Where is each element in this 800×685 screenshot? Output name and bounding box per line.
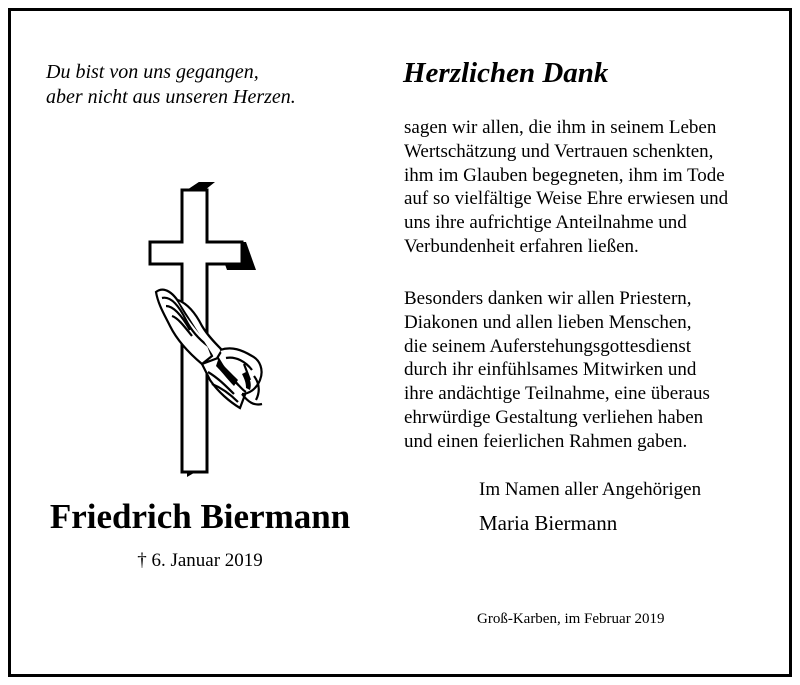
signature-intro: Im Namen aller Angehörigen bbox=[479, 479, 702, 500]
deceased-name: Friedrich Biermann bbox=[49, 497, 351, 536]
text-line: ehrwürdige Gestaltung verliehen haben bbox=[404, 406, 704, 428]
thanks-paragraph-1 bbox=[404, 116, 774, 259]
thanks-headline: Herzlichen Dank bbox=[403, 57, 609, 89]
text-line: Besonders danken wir allen Priestern, bbox=[404, 288, 692, 309]
text-line: und einen feierlichen Rahmen gaben. bbox=[404, 430, 688, 452]
motto-line: aber nicht aus unseren Herzen. bbox=[46, 86, 296, 108]
text-line: ihm im Glauben begegneten, ihm im Tode bbox=[404, 164, 725, 186]
text-line: auf so vielfältige Weise Ehre erwiesen und bbox=[404, 188, 729, 210]
death-date: † 6. Januar 2019 bbox=[137, 550, 263, 571]
text-line: Diakonen und allen lieben Menschen, bbox=[404, 311, 692, 333]
text-line: sagen wir allen, die ihm in seinem Leben bbox=[404, 117, 717, 138]
cross-with-praying-hands-icon bbox=[142, 180, 282, 480]
text-line: durch ihr einfühlsames Mitwirken und bbox=[404, 359, 697, 381]
motto-line: Du bist von uns gegangen, bbox=[46, 61, 259, 83]
place-date: Groß-Karben, im Februar 2019 bbox=[477, 611, 665, 627]
text-line: die seinem Auferstehungsgottesdienst bbox=[404, 335, 692, 357]
motto bbox=[46, 60, 296, 110]
text-line: Wertschätzung und Vertrauen schenkten, bbox=[404, 140, 714, 162]
text-line: ihre andächtige Teilnahme, eine überaus bbox=[404, 383, 710, 405]
signature-name: Maria Biermann bbox=[479, 511, 618, 535]
text-line: Verbundenheit erfahren ließen. bbox=[404, 235, 639, 257]
text-line: uns ihre aufrichtige Anteilnahme und bbox=[404, 212, 687, 234]
thanks-paragraph-2 bbox=[404, 287, 774, 454]
